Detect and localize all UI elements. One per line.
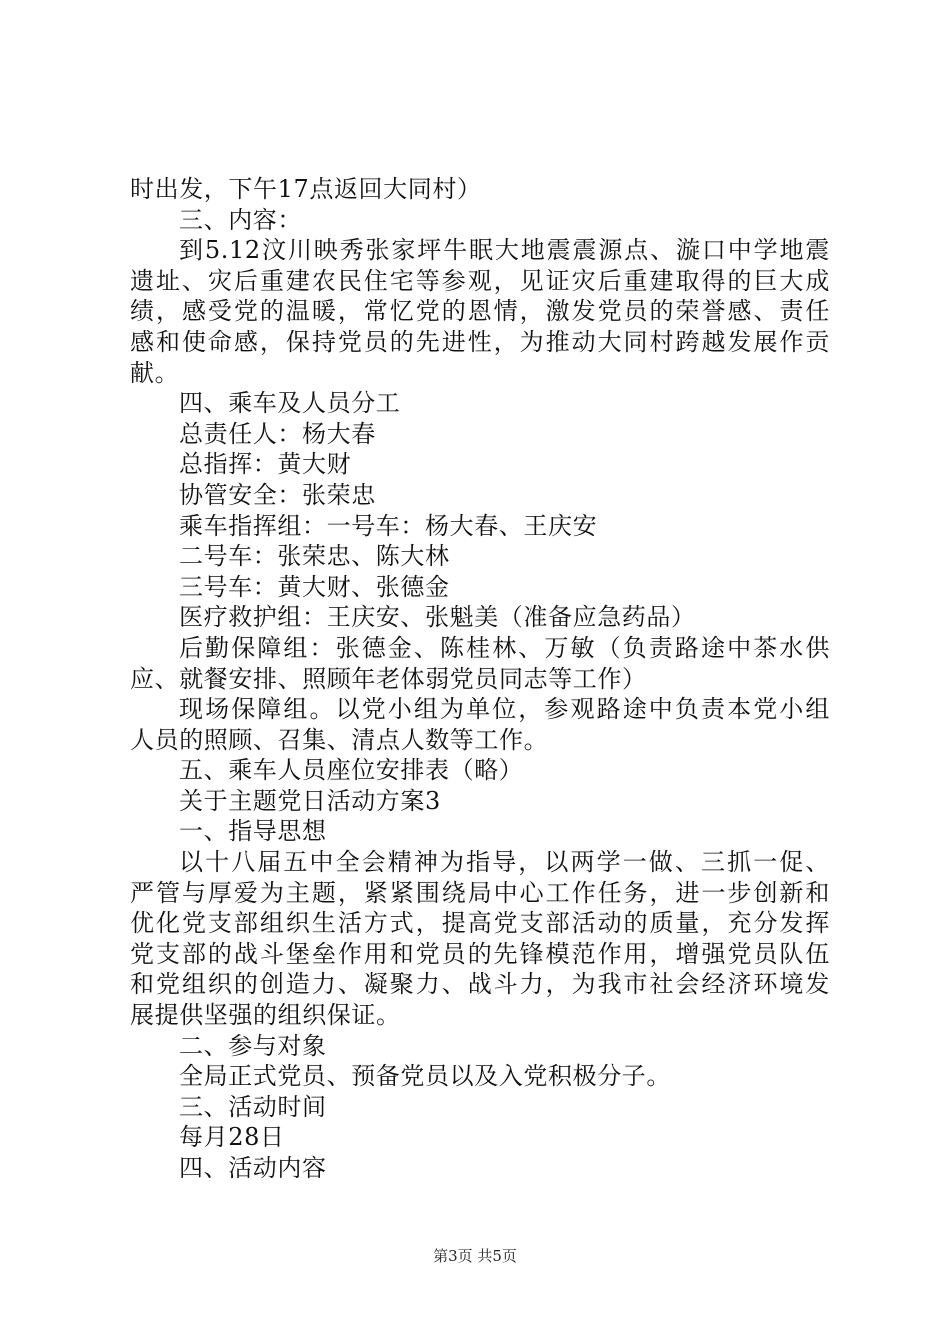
text-line: 时出发，下午17点返回大同村） [130,175,482,203]
text-line: 和党组织的创造力、凝聚力、战斗力，为我市社会经济环境发 [130,970,830,999]
text-line: 现场保障组。以党小组为单位，参观路途中负责本党小组 [179,695,830,724]
text-line: 四、乘车及人员分工 [179,389,401,418]
text-line: 二号车：张荣忠、陈大林 [179,542,450,571]
text-line: 三、内容： [179,205,302,234]
text-line: 严管与厚爱为主题，紧紧围绕局中心工作任务，进一步创新和 [130,878,830,907]
text-line: 每月28日 [179,1123,285,1152]
text-line: 医疗救护组：王庆安、张魁美（准备应急药品） [179,603,696,632]
text-line: 优化党支部组织生活方式，提高党支部活动的质量，充分发挥 [130,909,830,938]
text-line: 关于主题党日活动方案3 [179,786,441,815]
text-line: 党支部的战斗堡垒作用和党员的先锋模范作用，增强党员队伍 [130,939,830,968]
text-line: 四、活动内容 [179,1154,327,1182]
text-line: 总指挥：黄大财 [179,450,352,479]
text-line: 献。 [130,358,180,387]
text-line: 三、活动时间 [179,1092,327,1121]
text-line: 乘车指挥组：一号车：杨大春、王庆安 [179,511,598,540]
text-line: 二、参与对象 [179,1031,327,1060]
text-line: 总责任人：杨大春 [179,419,376,448]
text-line: 人员的照顾、召集、清点人数等工作。 [130,725,549,754]
document-body [130,174,830,1184]
text-line: 感和使命感，保持党员的先进性，为推动大同村跨越发展作贡 [130,327,830,356]
page-footer: 第3页 共5页 [433,1247,517,1265]
text-line: 全局正式党员、预备党员以及入党积极分子。 [179,1062,671,1091]
text-line: 后勤保障组：张德金、陈桂林、万敏（负责路途中茶水供 [179,633,830,662]
text-line: 绩，感受党的温暖，常忆党的恩情，激发党员的荣誉感、责任 [130,297,830,326]
text-line: 遗址、灾后重建农民住宅等参观，见证灾后重建取得的巨大成 [130,266,830,295]
text-line: 应、就餐安排、照顾年老体弱党员同志等工作） [130,664,647,693]
text-line: 五、乘车人员座位安排表（略） [179,756,524,785]
text-line: 三号车：黄大财、张德金 [179,572,450,601]
text-line: 到5.12汶川映秀张家坪牛眠大地震震源点、漩口中学地震 [179,236,830,265]
text-line: 一、指导思想 [179,817,327,846]
text-line: 以十八届五中全会精神为指导，以两学一做、三抓一促、 [179,848,830,877]
text-line: 展提供坚强的组织保证。 [130,1001,401,1030]
text-line: 协管安全：张荣忠 [179,480,376,509]
